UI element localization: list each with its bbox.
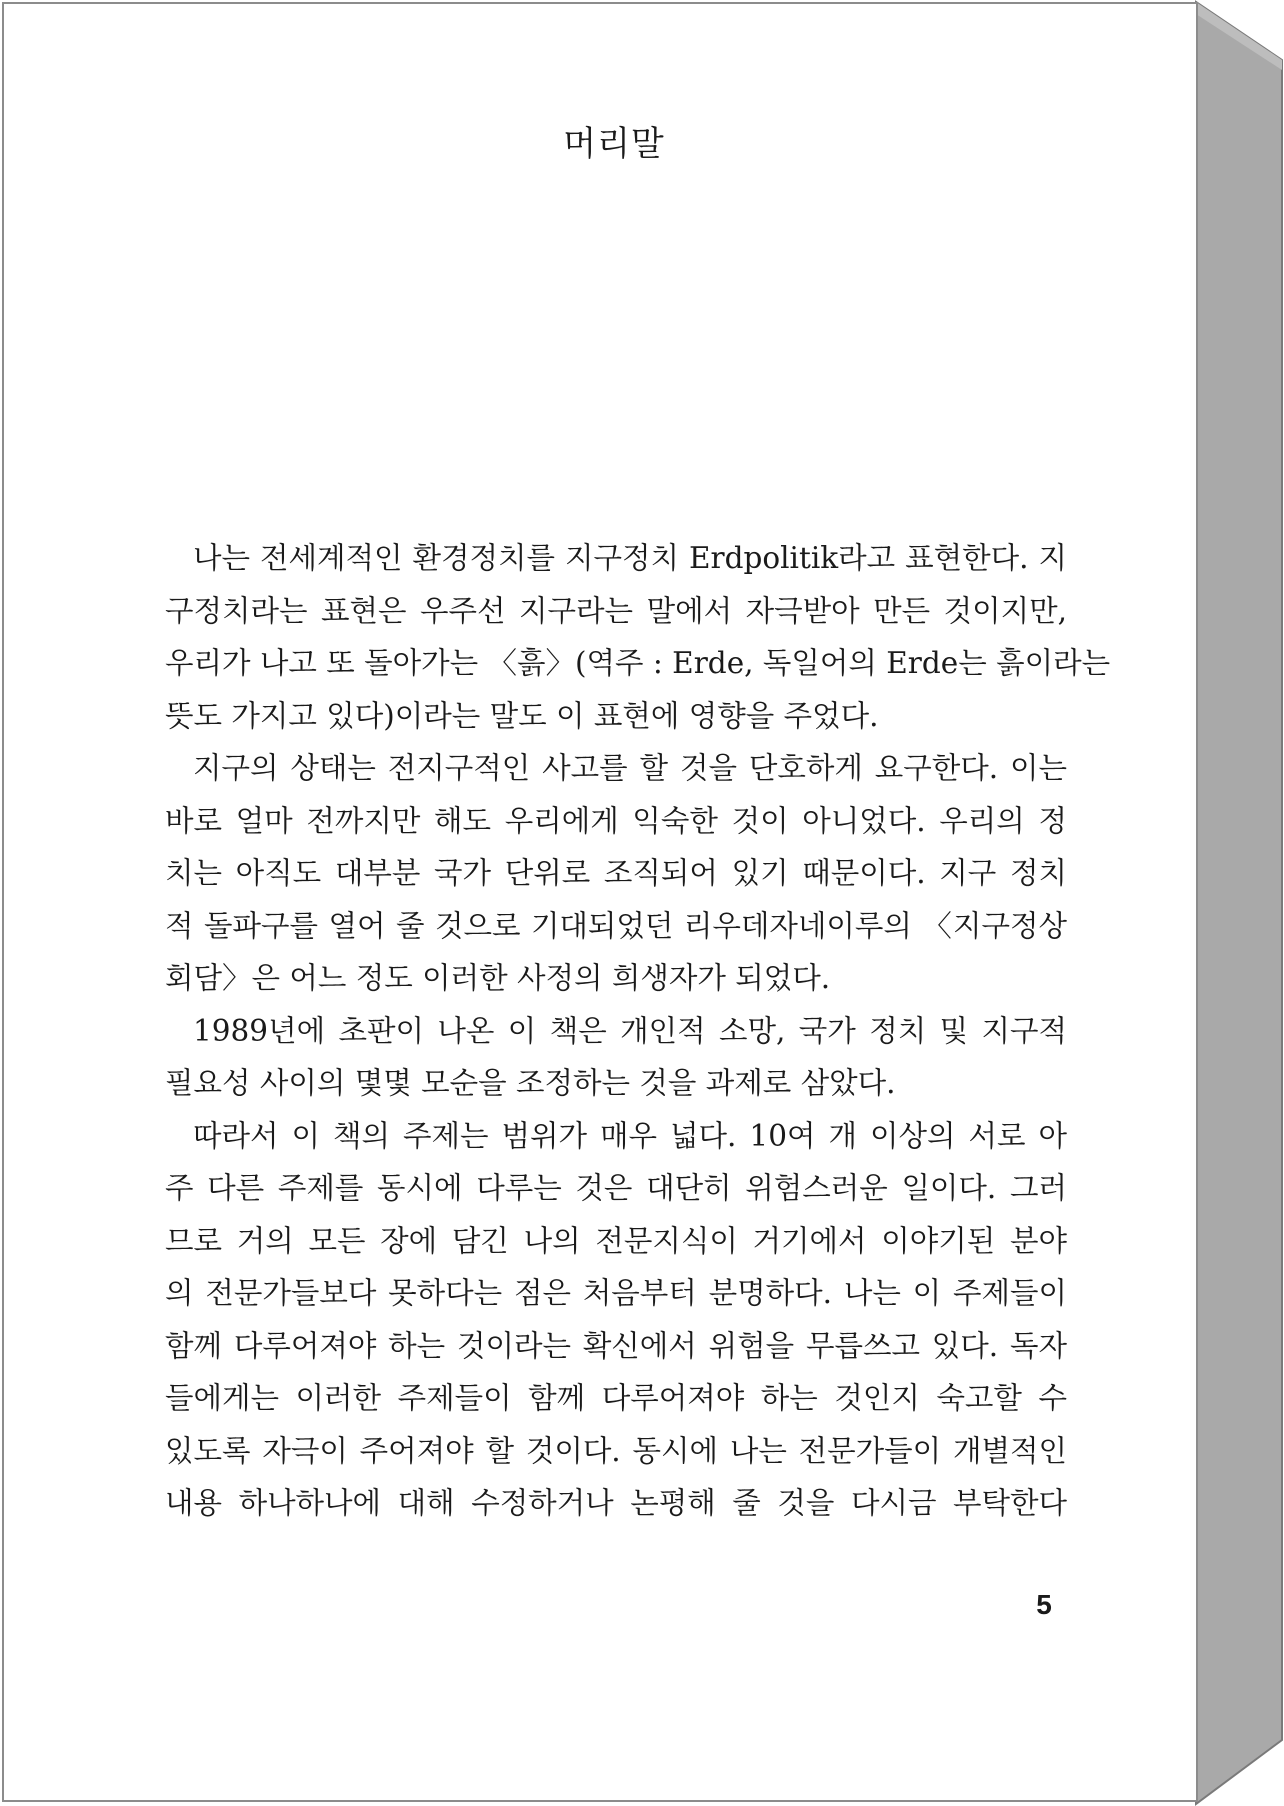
text-line: 주 다른 주제를 동시에 다루는 것은 대단히 위험스러운 일이다. 그러	[165, 1171, 1067, 1205]
text-line: 내용 하나하나에 대해 수정하거나 논평해 줄 것을 다시금 부탁한다	[165, 1486, 1067, 1520]
text-line: 필요성 사이의 몇몇 모순을 조정하는 것을 과제로 삼았다.	[165, 1066, 896, 1100]
text-line: 지구의 상태는 전지구적인 사고를 할 것을 단호하게 요구한다. 이는	[193, 751, 1067, 785]
text-line: 회담〉은 어느 정도 이러한 사정의 희생자가 되었다.	[165, 961, 831, 995]
paragraph-4	[165, 1110, 1067, 1530]
text-line: 의 전문가들보다 못하다는 점은 처음부터 분명하다. 나는 이 주제들이	[165, 1276, 1067, 1310]
text-line: 뜻도 가지고 있다)이라는 말도 이 표현에 영향을 주었다.	[165, 698, 879, 733]
text-line: 바로 얼마 전까지만 해도 우리에게 익숙한 것이 아니었다. 우리의 정	[165, 803, 1067, 838]
book-page	[2, 2, 1198, 1802]
paragraph-3	[165, 1005, 1067, 1110]
body-text	[165, 532, 1111, 1530]
text-line: 치는 아직도 대부분 국가 단위로 조직되어 있기 때문이다. 지구 정치	[165, 856, 1067, 890]
page-title: 머리말	[563, 124, 665, 164]
text-line: 있도록 자극이 주어져야 할 것이다. 동시에 나는 전문가들이 개별적인	[165, 1433, 1067, 1468]
text-line: 1989년에 초판이 나온 이 책은 개인적 소망, 국가 정치 및 지구적	[193, 1013, 1067, 1048]
text-line: 나는 전세계적인 환경정치를 지구정치 Erdpolitik라고 표현한다. 지	[193, 541, 1067, 575]
page-number: 5	[1036, 1589, 1052, 1620]
paragraph-1	[165, 532, 1111, 742]
text-line: 적 돌파구를 열어 줄 것으로 기대되었던 리우데자네이루의 〈지구정상	[165, 908, 1067, 943]
text-line: 구정치라는 표현은 우주선 지구라는 말에서 자극받아 만든 것이지만,	[165, 593, 1067, 628]
text-line: 함께 다루어져야 하는 것이라는 확신에서 위험을 무릅쓰고 있다. 독자	[165, 1328, 1067, 1363]
paragraph-2	[165, 742, 1067, 1005]
text-line: 들에게는 이러한 주제들이 함께 다루어져야 하는 것인지 숙고할 수	[165, 1381, 1067, 1415]
text-line: 우리가 나고 또 돌아가는 〈흙〉(역주 : Erde, 독일어의 Erde는 흙이라는	[165, 646, 1111, 680]
text-line: 므로 거의 모든 장에 담긴 나의 전문지식이 거기에서 이야기된 분야	[165, 1223, 1067, 1258]
text-line: 따라서 이 책의 주제는 범위가 매우 넓다. 10여 개 이상의 서로 아	[193, 1118, 1067, 1153]
